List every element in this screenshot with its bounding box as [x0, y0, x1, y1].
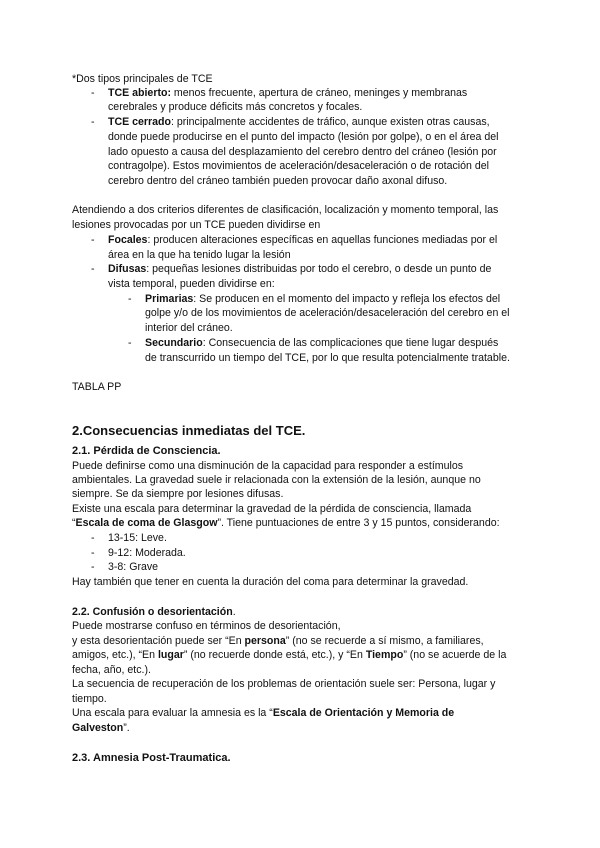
s21-line-3: siempre. Se da siempre por lesiones difusas. [72, 488, 284, 500]
scale-item-grave: 3-8: Grave [108, 561, 159, 573]
s21-line-6: Hay también que tener en cuenta la duración del coma para determinar la gravedad. [72, 576, 469, 588]
s22-line-2: y esta desorientación puede ser “En persona” (no se recuerde a sí mismo, a familiares, [72, 635, 484, 647]
tce-cerrado-line-3: lado opuesto a causa del desplazamiento del cerebro dentro del cráneo (lesión por [108, 146, 497, 158]
tce-cerrado-line-4: contragolpe). Estos movimientos de aceleración/desaceleración o de rotación del [108, 160, 490, 172]
difusas-term: Difusas [108, 263, 147, 275]
tce-abierto-term: TCE abierto: [108, 87, 171, 99]
primarias-line-3: interior del cráneo. [145, 322, 233, 334]
tce-cerrado-line-2: donde puede producirse en el punto del impacto (lesión por golpe), o en el área del [108, 131, 499, 143]
bullet-dash: - [91, 547, 95, 559]
focales-term: Focales [108, 234, 148, 246]
criteria-line-2: lesiones provocadas por un TCE pueden dividirse en [72, 219, 321, 231]
bullet-dash: - [91, 263, 95, 275]
subsection-title-2-2: 2.2. Confusión o desorientación. [72, 606, 236, 618]
criteria-line-1: Atendiendo a dos criterios diferentes de clasificación, localización y momento temporal, las [72, 204, 499, 216]
scale-item-moderada: 9-12: Moderada. [108, 547, 186, 559]
subsection-title-2-3: 2.3. Amnesia Post-Traumatica. [72, 752, 231, 764]
s21-line-5: “Escala de coma de Glasgow”. Tiene puntuaciones de entre 3 y 15 puntos, considerando: [72, 517, 500, 529]
tce-abierto-line-1: TCE abierto: menos frecuente, apertura de cráneo, meninges y membranas [108, 87, 468, 99]
s22-line-1: Puede mostrarse confuso en términos de desorientación, [72, 620, 341, 632]
glasgow-scale-name: Escala de coma de Glasgow [75, 517, 218, 529]
s21-line-1: Puede definirse como una disminución de la capacidad para responder a estímulos [72, 460, 464, 472]
primarias-line-2: golpe y/o de los movimientos de aceleración/desaceleración del cerebro en el [145, 307, 510, 319]
s22-line-7: Una escala para evaluar la amnesia es la “Escala de Orientación y Memoria de [72, 707, 455, 719]
tce-cerrado-line-1: TCE cerrado: principalmente accidentes de tráfico, aunque existen otras causas, [108, 116, 490, 128]
bullet-dash: - [91, 87, 95, 99]
bullet-dash: - [91, 234, 95, 246]
tabla-label: TABLA PP [72, 381, 122, 393]
s22-line-3: amigos, etc.), “En lugar” (no recuerde donde está, etc.), y “En Tiempo” (no se acuerde de la [72, 649, 507, 661]
bullet-dash: - [91, 532, 95, 544]
bullet-dash: - [128, 337, 132, 349]
s21-line-4: Existe una escala para determinar la gravedad de la pérdida de consciencia, llamada [72, 503, 472, 515]
section-title: 2.Consecuencias inmediatas del TCE. [72, 423, 306, 438]
difusas-line-1: Difusas: pequeñas lesiones distribuidas por todo el cerebro, o desde un punto de [108, 263, 492, 275]
intro-line: *Dos tipos principales de TCE [72, 73, 213, 85]
difusas-line-2: vista temporal, pueden dividirse en: [108, 278, 275, 290]
s22-line-6: tiempo. [72, 693, 107, 705]
s22-line-8: Galveston”. [72, 722, 130, 734]
tce-abierto-line-2: cerebrales y produce déficits más concretos y focales. [108, 101, 363, 113]
tce-cerrado-term: TCE cerrado [108, 116, 171, 128]
secundario-line-2: de transcurrido un tiempo del TCE, por lo que resulta potencialmente tratable. [145, 352, 510, 364]
s22-line-5: La secuencia de recuperación de los problemas de orientación suele ser: Persona, lugar y [72, 678, 496, 690]
scale-item-leve: 13-15: Leve. [108, 532, 167, 544]
focales-line-1: Focales: producen alteraciones específicas en aquellas funciones mediadas por el [108, 234, 498, 246]
primarias-term: Primarias [145, 293, 194, 305]
secundario-line-1: Secundario: Consecuencia de las complicaciones que tiene lugar después [145, 337, 499, 349]
secundario-term: Secundario [145, 337, 203, 349]
focales-line-2: área en la que ha tenido lugar la lesión [108, 249, 291, 261]
bullet-dash: - [91, 561, 95, 573]
bullet-dash: - [128, 293, 132, 305]
s22-line-4: fecha, año, etc.). [72, 664, 151, 676]
bullet-dash: - [91, 116, 95, 128]
subsection-title-2-1: 2.1. Pérdida de Consciencia. [72, 445, 221, 457]
tce-cerrado-line-5: cerebro dentro del cráneo también pueden provocar daño axonal difuso. [108, 175, 448, 187]
s21-line-2: ambientales. La gravedad suele ir relacionada con la extensión de la lesión, aunque no [72, 474, 481, 486]
primarias-line-1: Primarias: Se producen en el momento del impacto y refleja los efectos del [145, 293, 501, 305]
